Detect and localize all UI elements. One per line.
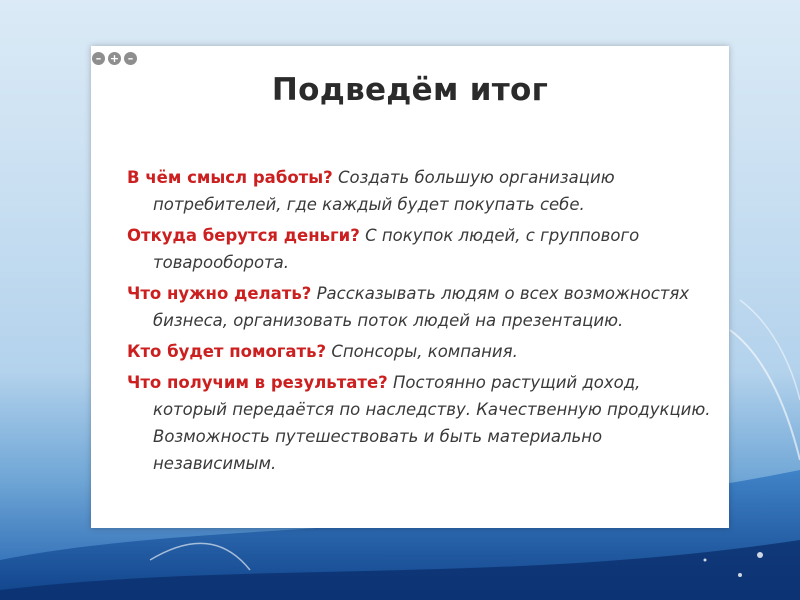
- zoom-in-control[interactable]: +: [109, 52, 120, 65]
- qa-item: [127, 164, 717, 218]
- question-text: Что получим в результате?: [127, 373, 388, 392]
- answer-text: Рассказывать людям о всех возможностях бизнеса, организовать поток людей на презентацию.: [153, 284, 690, 330]
- answer-text: Спонсоры, компания.: [331, 342, 518, 361]
- answer-text: С покупок людей, с группового товарооборота.: [153, 226, 640, 272]
- qa-item: [127, 369, 717, 477]
- answer-text: Создать большую организацию потребителей, где каждый будет покупать себе.: [153, 168, 615, 214]
- question-text: Кто будет помогать?: [127, 342, 327, 361]
- qa-item: [127, 338, 717, 365]
- zoom-out-control[interactable]: –: [92, 52, 105, 65]
- question-text: В чём смысл работы?: [127, 168, 333, 187]
- window-controls: [92, 52, 137, 66]
- qa-list: [127, 164, 717, 481]
- qa-item: [127, 280, 717, 334]
- question-text: Что нужно делать?: [127, 284, 312, 303]
- minimize-control[interactable]: –: [124, 52, 137, 65]
- question-text: Откуда берутся деньги?: [127, 226, 360, 245]
- slide-title: Подведём итог: [271, 72, 549, 108]
- qa-item: [127, 222, 717, 276]
- answer-text: Постоянно растущий доход, который передаётся по наследству. Качественную продукцию. Возможность путешествовать и быть материально независимым.: [153, 373, 711, 473]
